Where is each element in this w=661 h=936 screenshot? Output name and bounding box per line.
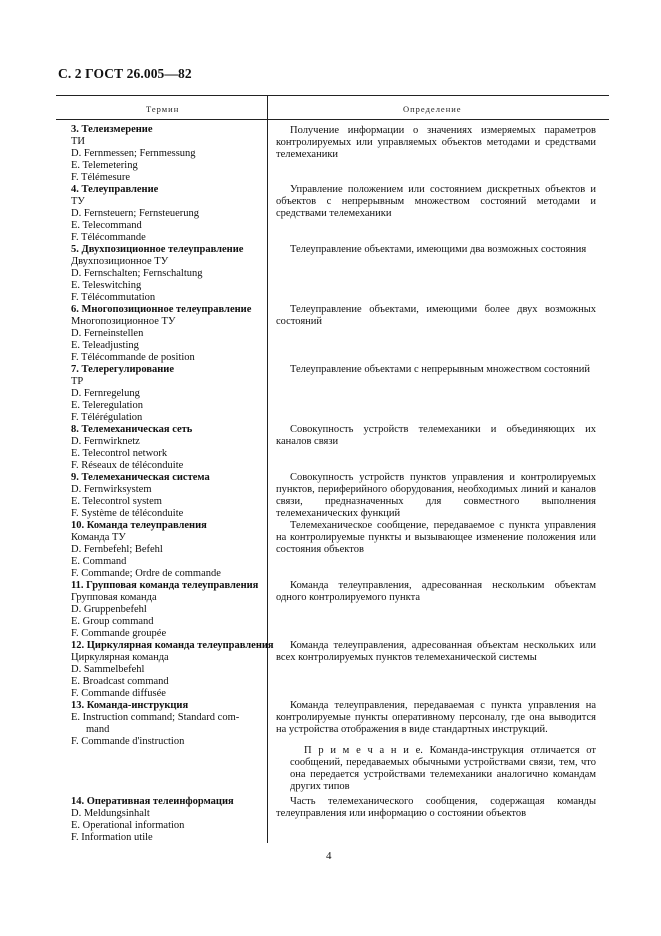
term-french: F. Réseaux de téléconduite — [71, 459, 184, 471]
definition-14: Часть телемеханического сообщения, содержащая команды телеуправления или информацию о состоянии объектов — [276, 796, 596, 819]
definition-4: Управление положением или состоянием дискретных объектов и объектов с непрерывным множеством состояний методами и средствами телемеханики — [276, 184, 596, 219]
term-entry-5 — [71, 244, 266, 304]
definition-5: Телеуправление объектами, имеющими два возможных состояния — [290, 244, 587, 255]
term-title: 6. Многопозиционное телеуправление — [71, 304, 252, 315]
term-german: D. Fernregelung — [71, 387, 140, 399]
definition-12: Команда телеуправления, адресованная объектам нескольких или всех контролируемых пунктов телемеханической системы — [276, 640, 596, 663]
term-abbreviation: Групповая команда — [71, 591, 157, 603]
term-french: F. Système de téléconduite — [71, 507, 184, 519]
term-entry-9 — [71, 472, 266, 520]
term-german: D. Fernbefehl; Befehl — [71, 543, 163, 555]
definition-11: Команда телеуправления, адресованная нескольким объектам одного контролируемого пункта — [276, 580, 596, 603]
term-french: F. Information utile — [71, 831, 153, 843]
page-number: 4 — [326, 850, 332, 862]
note-13: П р и м е ч а н и е. Команда-инструкция отличается от сообщений, передаваемых обычными устройствами связи, тем, что она передается устройствами телемеханики аналогично командам других типов — [290, 745, 596, 792]
term-french: F. Commande groupée — [71, 627, 167, 639]
definition-7: Телеуправление объектами с непрерывным множеством состояний — [290, 364, 591, 375]
term-english: E. Telecontrol system — [71, 495, 162, 507]
term-abbreviation: ТР — [71, 375, 84, 387]
term-french: F. Commande d'instruction — [71, 735, 185, 747]
term-title: 11. Групповая команда телеуправления — [71, 580, 259, 591]
term-french: F. Commande diffusée — [71, 687, 166, 699]
definition-3: Получение информации о значениях измеряемых параметров контролируемых или управляемых объектов методами и средствами телемеханики — [276, 125, 596, 160]
column-header-definition: Определение — [403, 104, 462, 114]
definition-13: Команда телеуправления, передаваемая с пункта управления на контролируемые пункты оперативному персоналу, где она выводится на устройства отображения в виде стандартных инструкций. — [276, 700, 596, 735]
term-abbreviation: Двухпозиционное ТУ — [71, 255, 169, 267]
term-german: D. Fernmessen; Fernmessung — [71, 147, 196, 159]
term-german: D. Fernschalten; Fernschaltung — [71, 267, 203, 279]
definition-8: Совокупность устройств телемеханики и объединяющих их каналов связи — [276, 424, 596, 447]
term-entry-11 — [71, 580, 266, 640]
term-english-cont: mand — [86, 723, 110, 735]
definition-10: Телемеханическое сообщение, передаваемое с пункта управления на контролируемые пункты и вызывающее изменение положения или состояния объектов — [276, 520, 596, 555]
term-entry-3 — [71, 124, 266, 184]
term-abbreviation: Циркулярная команда — [71, 651, 169, 663]
term-german: D. Meldungsinhalt — [71, 807, 150, 819]
term-title: 13. Команда-инструкция — [71, 700, 189, 711]
term-english: E. Command — [71, 555, 127, 567]
table-top-rule — [56, 95, 609, 96]
term-german: D. Gruppenbefehl — [71, 603, 147, 615]
definition-6: Телеуправление объектами, имеющими более двух возможных состояний — [276, 304, 596, 327]
term-english: E. Broadcast command — [71, 675, 169, 687]
term-abbreviation: ТУ — [71, 195, 85, 207]
term-entry-12 — [71, 640, 274, 700]
term-english: E. Group command — [71, 615, 154, 627]
term-english: E. Instruction command; Standard com- — [71, 711, 240, 723]
term-german: D. Fernsteuern; Fernsteuerung — [71, 207, 200, 219]
term-title: 5. Двухпозиционное телеуправление — [71, 244, 244, 255]
term-title: 7. Телерегулирование — [71, 364, 175, 375]
definition-9: Совокупность устройств пунктов управления и контролируемых пунктов, периферийного оборудования, необходимых линий и каналов связи, предназначенных для совместного выполнения телемеханических функций — [276, 472, 596, 519]
term-english: E. Operational information — [71, 819, 185, 831]
term-title: 4. Телеуправление — [71, 184, 159, 195]
term-entry-4 — [71, 184, 266, 244]
term-title: 9. Телемеханическая система — [71, 472, 210, 483]
term-abbreviation: Команда ТУ — [71, 531, 126, 543]
term-german: D. Ferneinstellen — [71, 327, 144, 339]
term-english: E. Teleadjusting — [71, 339, 139, 351]
table-header-rule — [56, 119, 609, 120]
term-entry-10 — [71, 520, 266, 580]
term-german: D. Fernwirknetz — [71, 435, 140, 447]
term-entry-13 — [71, 700, 266, 748]
term-english: E. Telemetering — [71, 159, 138, 171]
term-french: F. Télérégulation — [71, 411, 143, 423]
term-german: D. Fernwirksystem — [71, 483, 152, 495]
term-title: 14. Оперативная телеинформация — [71, 796, 234, 807]
term-entry-6 — [71, 304, 266, 364]
term-german: D. Sammelbefehl — [71, 663, 145, 675]
term-french: F. Télécommutation — [71, 291, 156, 303]
term-english: E. Telecommand — [71, 219, 142, 231]
term-english: E. Teleswitching — [71, 279, 142, 291]
term-abbreviation: Многопозиционное ТУ — [71, 315, 176, 327]
term-title: 10. Команда телеуправления — [71, 520, 207, 531]
term-title: 8. Телемеханическая сеть — [71, 424, 193, 435]
term-english: E. Teleregulation — [71, 399, 143, 411]
term-french: F. Télécommande de position — [71, 351, 195, 363]
column-header-term: Термин — [146, 104, 180, 114]
column-divider — [267, 95, 268, 843]
page-header: С. 2 ГОСТ 26.005—82 — [58, 66, 192, 81]
term-entry-14 — [71, 796, 266, 844]
term-french: F. Commande; Ordre de commande — [71, 567, 221, 579]
term-french: F. Télécommande — [71, 231, 146, 243]
term-abbreviation: ТИ — [71, 135, 85, 147]
term-french: F. Télémesure — [71, 171, 131, 183]
term-entry-8 — [71, 424, 266, 472]
term-title: 12. Циркулярная команда телеуправления — [71, 640, 274, 651]
term-title: 3. Телеизмерение — [71, 124, 153, 135]
term-english: E. Telecontrol network — [71, 447, 168, 459]
term-entry-7 — [71, 364, 266, 424]
